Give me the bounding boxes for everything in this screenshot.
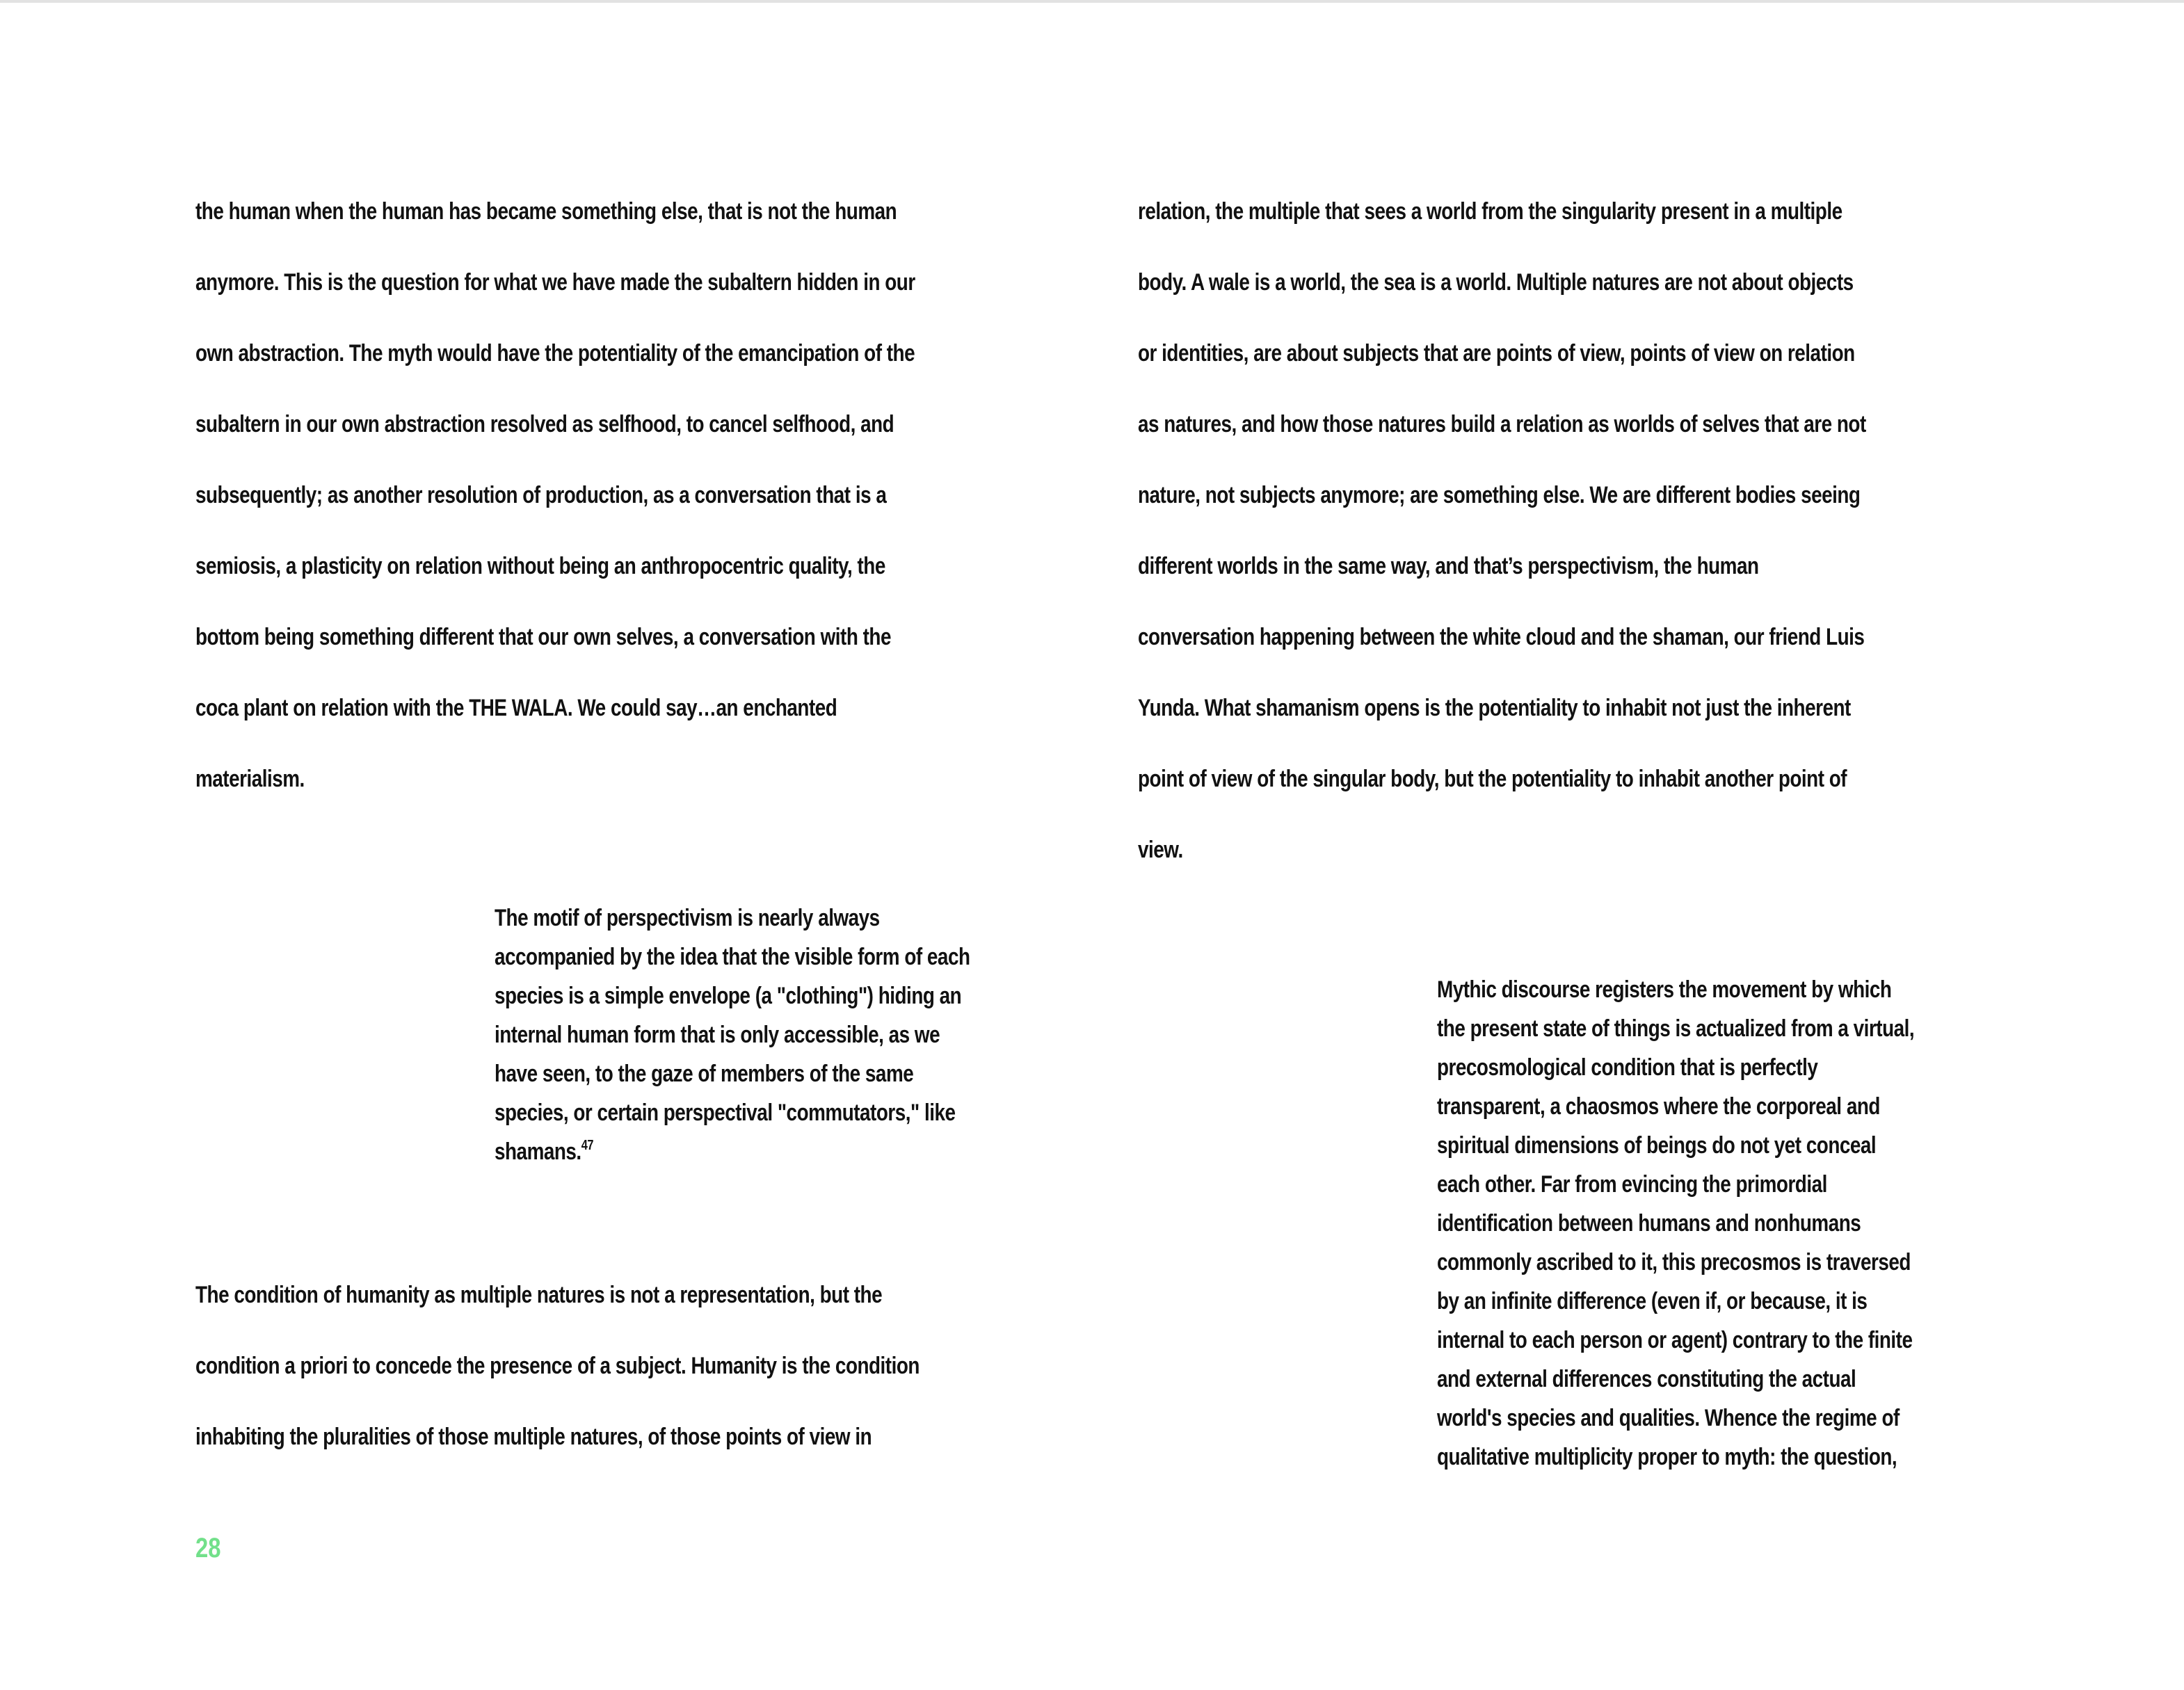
text-line: materialism. — [195, 766, 305, 792]
right-paragraph — [1138, 176, 1866, 885]
quote-line: each other. Far from evincing the primordial — [1437, 1171, 1827, 1198]
quote-line: internal to each person or agent) contrary to the finite — [1437, 1327, 1913, 1353]
quote-line: commonly ascribed to it, this precosmos is traversed — [1437, 1249, 1911, 1275]
text-line: coca plant on relation with the THE WALA. We could say…an enchanted — [195, 695, 837, 721]
quote-line: The motif of perspectivism is nearly always — [495, 905, 880, 931]
quote-line: by an infinite difference (even if, or because, it is — [1437, 1288, 1868, 1314]
quote-line: species is a simple envelope (a "clothing") hiding an — [495, 983, 962, 1009]
quote-line: transparent, a chaosmos where the corporeal and — [1437, 1093, 1880, 1120]
text-line: as natures, and how those natures build a relation as worlds of selves that are not — [1138, 411, 1866, 437]
quote-line: and external differences constituting the actual — [1437, 1366, 1856, 1392]
left-block-quote — [495, 899, 970, 1171]
text-line: point of view of the singular body, but the potentiality to inhabit another point of — [1138, 766, 1847, 792]
top-border — [0, 0, 2184, 3]
text-line: view. — [1138, 837, 1183, 863]
footnote-marker[interactable]: 47 — [581, 1138, 593, 1153]
quote-line-text: shamans. — [495, 1138, 581, 1165]
quote-line: the present state of things is actualized from a virtual, — [1437, 1015, 1915, 1042]
right-block-quote — [1437, 970, 1914, 1476]
text-line: different worlds in the same way, and that’s perspectivism, the human — [1138, 553, 1759, 579]
quote-line: qualitative multiplicity proper to myth: the question, — [1437, 1444, 1897, 1470]
text-line: semiosis, a plasticity on relation without being an anthropocentric quality, the — [195, 553, 885, 579]
text-line: bottom being something different that our own selves, a conversation with the — [195, 624, 891, 650]
text-line: condition a priori to concede the presence of a subject. Humanity is the condition — [195, 1353, 920, 1379]
left-paragraph-1 — [195, 176, 915, 814]
quote-line: Mythic discourse registers the movement by which — [1437, 976, 1892, 1003]
left-paragraph-2 — [195, 1260, 920, 1472]
text-line: subaltern in our own abstraction resolved as selfhood, to cancel selfhood, and — [195, 411, 894, 437]
page-number: 28 — [195, 1533, 221, 1563]
quote-line: internal human form that is only accessible, as we — [495, 1022, 940, 1048]
quote-line: have seen, to the gaze of members of the same — [495, 1061, 914, 1087]
text-line: conversation happening between the white cloud and the shaman, our friend Luis — [1138, 624, 1865, 650]
quote-line: species, or certain perspectival "commutators," like — [495, 1100, 956, 1126]
text-line: inhabiting the pluralities of those multiple natures, of those points of view in — [195, 1424, 872, 1450]
text-line: subsequently; as another resolution of production, as a conversation that is a — [195, 482, 887, 508]
text-line: body. A wale is a world, the sea is a world. Multiple natures are not about objects — [1138, 269, 1854, 296]
quote-line: accompanied by the idea that the visible form of each — [495, 944, 970, 970]
text-line: the human when the human has became something else, that is not the human — [195, 198, 897, 225]
text-line: The condition of humanity as multiple natures is not a representation, but the — [195, 1282, 883, 1308]
quote-line-last — [495, 1132, 970, 1171]
quote-line: spiritual dimensions of beings do not yet conceal — [1437, 1132, 1877, 1159]
text-line: Yunda. What shamanism opens is the potentiality to inhabit not just the inherent — [1138, 695, 1851, 721]
text-line: relation, the multiple that sees a world from the singularity present in a multiple — [1138, 198, 1842, 225]
quote-line: world's species and qualities. Whence the regime of — [1437, 1405, 1900, 1431]
text-line: own abstraction. The myth would have the potentiality of the emancipation of the — [195, 340, 915, 367]
quote-line: identification between humans and nonhumans — [1437, 1210, 1861, 1237]
quote-line: precosmological condition that is perfectly — [1437, 1054, 1818, 1081]
text-line: nature, not subjects anymore; are something else. We are different bodies seeing — [1138, 482, 1861, 508]
text-line: or identities, are about subjects that are points of view, points of view on relation — [1138, 340, 1855, 367]
text-line: anymore. This is the question for what we have made the subaltern hidden in our — [195, 269, 915, 296]
